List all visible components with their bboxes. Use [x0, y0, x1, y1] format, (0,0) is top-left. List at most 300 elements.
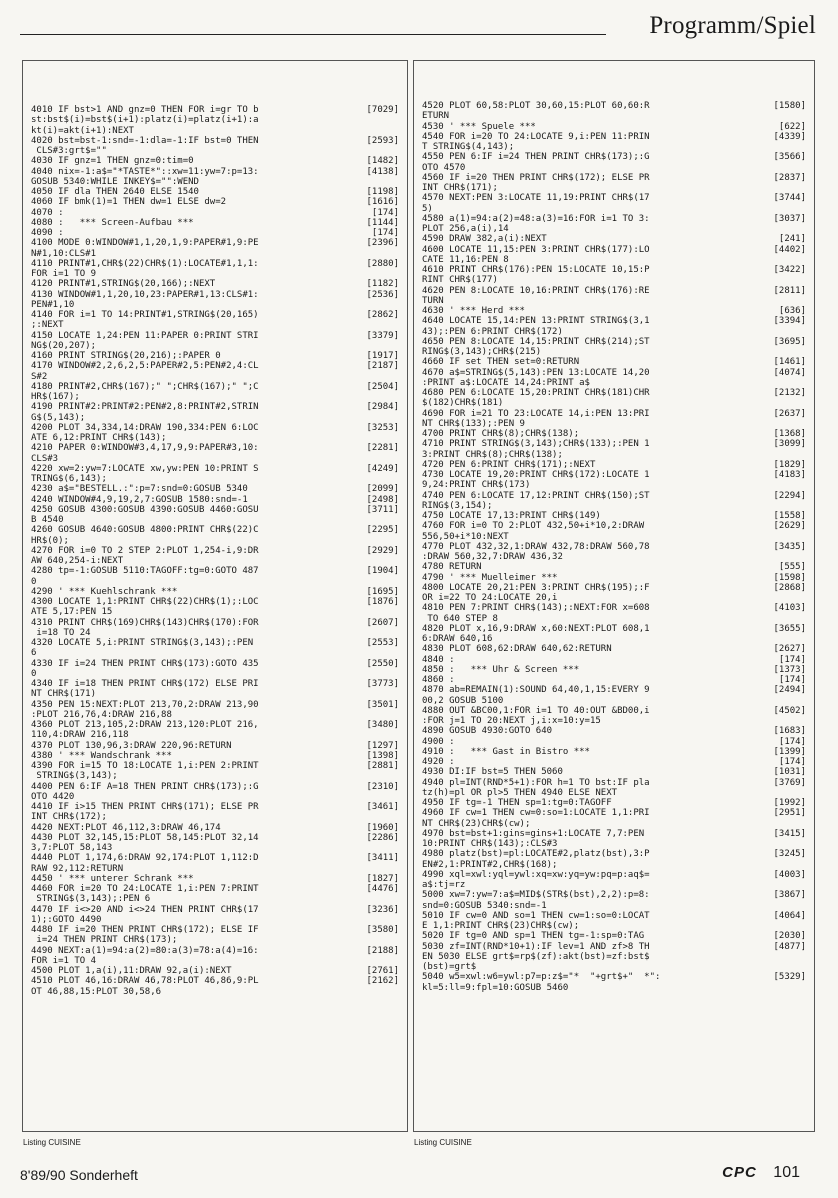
- code-text: 3:PRINT CHR$(8);CHR$(138);: [422, 449, 563, 460]
- code-text: PLOT 256,a(i),14: [422, 224, 509, 234]
- code-text: 4940 pl=INT(RND*5+1):FOR h=1 TO bst:IF pla: [422, 777, 650, 788]
- checksum: [3711]: [366, 504, 399, 515]
- code-text: 4330 IF i=24 THEN PRINT CHR$(173):GOTO 435: [31, 658, 259, 669]
- code-text: 4010 IF bst>1 AND gnz=0 THEN FOR i=gr TO b: [31, 105, 259, 115]
- checksum: [2951]: [773, 808, 806, 819]
- code-text: 4360 PLOT 213,105,2:DRAW 213,120:PLOT 216,: [31, 720, 259, 730]
- code-text: 4780 RETURN: [422, 562, 482, 573]
- code-text: 4440 PLOT 1,174,6:DRAW 92,174:PLOT 1,112:D: [31, 853, 259, 864]
- checksum: [3655]: [773, 623, 806, 634]
- checksum: [4183]: [773, 470, 806, 480]
- code-line: [31, 136, 399, 146]
- code-text: 6:DRAW 640,16: [422, 634, 493, 644]
- code-line: [31, 751, 399, 761]
- code-text: 4900 :: [422, 736, 455, 747]
- code-text: 9,24:PRINT CHR$(173): [422, 480, 531, 491]
- code-line: [31, 146, 399, 156]
- code-line: [422, 306, 806, 316]
- code-line: [31, 382, 399, 392]
- checksum: [3245]: [773, 849, 806, 860]
- code-line: [31, 956, 399, 966]
- checksum: [1461]: [773, 357, 806, 368]
- code-text: 43);:PEN 6:PRINT CHR$(172): [422, 326, 563, 337]
- code-line: [422, 439, 806, 449]
- code-line: [422, 839, 806, 849]
- cpc-logo: CPC: [722, 1164, 757, 1181]
- code-line: [31, 351, 399, 361]
- code-line: [422, 224, 806, 234]
- code-line: [422, 870, 806, 880]
- checksum: [2498]: [366, 494, 399, 505]
- code-text: 5030 zf=INT(RND*10+1):IF lev=1 AND zf>8 TH: [422, 941, 650, 952]
- code-text: 4140 FOR i=1 TO 14:PRINT#1,STRING$(20,165): [31, 310, 259, 320]
- code-text: 4720 PEN 6:PRINT CHR$(171);:NEXT: [422, 459, 596, 470]
- code-line: [422, 163, 806, 173]
- code-text: 4530 ' *** Spuele ***: [422, 121, 536, 132]
- checksum: [3773]: [366, 679, 399, 689]
- code-line: [31, 341, 399, 351]
- code-text: B 4540: [31, 515, 64, 525]
- checksum: [1695]: [366, 586, 399, 597]
- code-text: 4090 :: [31, 228, 64, 238]
- code-line: [31, 464, 399, 474]
- code-line: [422, 275, 806, 285]
- code-line: [422, 193, 806, 203]
- code-line: [31, 864, 399, 874]
- code-line: [31, 638, 399, 648]
- code-line: [422, 952, 806, 962]
- code-text: ;:NEXT: [31, 320, 64, 331]
- code-text: 4460 FOR i=20 TO 24:LOCATE 1,i:PEN 7:PRINT: [31, 884, 259, 894]
- code-line: [422, 357, 806, 367]
- code-text: S#2: [31, 371, 48, 382]
- code-text: 4860 :: [422, 675, 455, 685]
- checksum: [174]: [778, 757, 806, 767]
- code-text: HR$(0);: [31, 535, 69, 546]
- code-line: [31, 689, 399, 699]
- code-text: 4070 :: [31, 207, 64, 218]
- code-line: [422, 798, 806, 808]
- checksum: [4103]: [773, 603, 806, 614]
- checksum: [2868]: [773, 582, 806, 593]
- code-line: [422, 111, 806, 121]
- page-footer: [722, 1164, 800, 1182]
- checksum: [3415]: [773, 828, 806, 839]
- code-text: 4680 PEN 6:LOCATE 15,20:PRINT CHR$(181)CHR: [422, 388, 650, 398]
- checksum: [3566]: [773, 152, 806, 163]
- checksum: [4339]: [773, 131, 806, 142]
- code-text: 4960 IF cw=1 THEN cw=0:so=1:LOCATE 1,1:PRI: [422, 808, 650, 819]
- code-text: STRING$(3,143);:PEN 6: [31, 894, 151, 905]
- code-line: [31, 218, 399, 228]
- code-text: 4810 PEN 7:PRINT CHR$(143);:NEXT:FOR x=608: [422, 603, 650, 614]
- code-line: [31, 126, 399, 136]
- code-line: [422, 183, 806, 193]
- code-text: ETURN: [422, 111, 450, 122]
- code-text: 4230 a$="BESTELL.:":p=7:snd=0:GOSUB 5340: [31, 484, 248, 495]
- code-text: RING$(3,154);: [422, 500, 493, 511]
- code-text: 4910 : *** Gast in Bistro ***: [422, 746, 590, 757]
- checksum: [1398]: [366, 750, 399, 761]
- checksum: [1399]: [773, 746, 806, 757]
- checksum: [3769]: [773, 777, 806, 788]
- code-text: E 1,1:PRINT CHR$(23)CHR$(cw);: [422, 921, 580, 931]
- checksum: [1580]: [773, 101, 806, 111]
- code-line: [31, 197, 399, 207]
- checksum: [1683]: [773, 726, 806, 737]
- code-text: 5): [422, 203, 433, 214]
- code-text: T STRING$(4,143);: [422, 142, 515, 152]
- code-text: i=24 THEN PRINT CHR$(173);: [31, 935, 178, 946]
- code-line: [422, 655, 806, 665]
- checksum: [1368]: [773, 429, 806, 439]
- code-line: [422, 685, 806, 695]
- checksum: [2550]: [366, 658, 399, 669]
- code-text: 4850 : *** Uhr & Screen ***: [422, 664, 580, 675]
- code-text: 4570 NEXT:PEN 3:LOCATE 11,19:PRINT CHR$(17: [422, 193, 650, 204]
- code-text: 4310 PRINT CHR$(169)CHR$(143)CHR$(170):FOR: [31, 617, 259, 628]
- code-line: [422, 931, 806, 941]
- code-text: CLS#3: [31, 453, 59, 464]
- code-line: [31, 525, 399, 535]
- code-line: [422, 234, 806, 244]
- code-line: [422, 316, 806, 326]
- code-text: 4650 PEN 8:LOCATE 14,15:PRINT CHR$(214);ST: [422, 336, 650, 347]
- code-text: 4800 LOCATE 20,21:PEN 3:PRINT CHR$(195);:F: [422, 582, 650, 593]
- code-line: [422, 368, 806, 378]
- code-line: [422, 890, 806, 900]
- code-text: PEN#1,10: [31, 299, 75, 310]
- code-text: 4580 a(1)=94:a(2)=48:a(3)=16:FOR i=1 TO 3:: [422, 213, 650, 224]
- code-text: 4420 NEXT:PLOT 46,112,3:DRAW 46,174: [31, 822, 221, 833]
- code-line: [31, 720, 399, 730]
- code-line: [31, 515, 399, 525]
- code-line: [31, 710, 399, 720]
- checksum: [2837]: [773, 172, 806, 183]
- code-text: 4970 bst=bst+1:gins=gins+1:LOCATE 7,7:PEN: [422, 828, 645, 839]
- code-line: [31, 443, 399, 453]
- code-text: 4840 :: [422, 654, 455, 665]
- checksum: [2030]: [773, 931, 806, 942]
- checksum: [2881]: [366, 761, 399, 771]
- code-text: 4100 MODE 0:WINDOW#1,1,20,1,9:PAPER#1,9:PE: [31, 238, 259, 249]
- code-text: AW 640,254-i:NEXT: [31, 556, 124, 566]
- code-line: [422, 204, 806, 214]
- code-text: CLS#3:grt$="": [31, 146, 107, 156]
- code-line: [31, 905, 399, 915]
- checksum: [3037]: [773, 213, 806, 224]
- checksum: [174]: [778, 654, 806, 665]
- code-text: RINT CHR$(177): [422, 275, 498, 286]
- code-text: RING$(3,143);CHR$(215): [422, 347, 542, 357]
- code-line: [422, 470, 806, 480]
- code-text: 4130 WINDOW#1,1,20,10,23:PAPER#1,13:CLS#1:: [31, 289, 259, 300]
- code-text: 4630 ' *** Herd ***: [422, 306, 525, 316]
- code-text: 0: [31, 576, 37, 587]
- code-line: [422, 880, 806, 890]
- code-text: OTO 4420: [31, 791, 75, 802]
- code-text: 4980 platz(bst)=pl:LOCATE#2,platz(bst),3:P: [422, 849, 650, 860]
- code-text: 4050 IF dla THEN 2640 ELSE 1540: [31, 187, 199, 197]
- checksum: [3480]: [366, 720, 399, 730]
- code-line: [31, 802, 399, 812]
- code-text: 4210 PAPER 0:WINDOW#3,4,17,9,9:PAPER#3,10:: [31, 443, 259, 454]
- checksum: [1960]: [366, 822, 399, 833]
- code-text: 4320 LOCATE 5,i:PRINT STRING$(3,143);:PEN: [31, 638, 254, 648]
- page-header: [20, 10, 816, 42]
- code-text: STRING$(3,143);: [31, 771, 118, 782]
- code-text: :FOR j=1 TO 20:NEXT j,i:x=10:y=15: [422, 716, 601, 726]
- code-line: [31, 290, 399, 300]
- checksum: [3379]: [366, 330, 399, 341]
- code-line: [31, 823, 399, 833]
- code-text: 10:PRINT CHR$(143);:CLS#3: [422, 839, 558, 849]
- code-text: 4020 bst=bst-1:snd=-1:dla=-1:IF bst=0 THEN: [31, 135, 259, 146]
- code-text: 4430 PLOT 32,145,15:PLOT 58,145:PLOT 32,14: [31, 832, 259, 843]
- code-text: TURN: [422, 295, 444, 306]
- checksum: [1829]: [773, 459, 806, 470]
- code-line: [31, 392, 399, 402]
- code-line: [31, 505, 399, 515]
- code-text: 4760 FOR i=0 TO 2:PLOT 432,50+i*10,2:DRAW: [422, 521, 645, 532]
- code-line: [31, 618, 399, 628]
- checksum: [636]: [778, 306, 806, 316]
- checksum: [2637]: [773, 408, 806, 419]
- code-line: [422, 757, 806, 767]
- code-line: [31, 279, 399, 289]
- code-text: 4350 PEN 15:NEXT:PLOT 213,70,2:DRAW 213,90: [31, 699, 259, 710]
- checksum: [1616]: [366, 197, 399, 208]
- checksum: [2187]: [366, 361, 399, 372]
- code-line: [422, 562, 806, 572]
- code-text: (bst)=grt$: [422, 962, 477, 972]
- code-line: [31, 792, 399, 802]
- code-line: [31, 269, 399, 279]
- code-line: [31, 495, 399, 505]
- code-line: [31, 833, 399, 843]
- checksum: [1904]: [366, 566, 399, 577]
- checksum: [3501]: [366, 699, 399, 710]
- code-text: 4110 PRINT#1,CHR$(22)CHR$(1):LOCATE#1,1,1:: [31, 258, 259, 269]
- code-text: 4340 IF i=18 THEN PRINT CHR$(172) ELSE PRI: [31, 679, 259, 689]
- code-text: 4040 nix=-1:a$="*TASTE*"::xw=11:yw=7:p=13:: [31, 166, 259, 177]
- code-text: 4790 ' *** Muelleimer ***: [422, 572, 558, 583]
- checksum: [2286]: [366, 832, 399, 843]
- code-text: 4520 PLOT 60,58:PLOT 30,60,15:PLOT 60,60:R: [422, 101, 650, 111]
- checksum: [3253]: [366, 422, 399, 433]
- code-line: [422, 603, 806, 613]
- code-text: OTO 4570: [422, 162, 466, 173]
- code-text: 4890 GOSUB 4930:GOTO 640: [422, 726, 553, 737]
- code-text: 4560 IF i=20 THEN PRINT CHR$(172); ELSE PR: [422, 172, 650, 183]
- code-text: 4590 DRAW 382,a(i):NEXT: [422, 234, 547, 245]
- code-line: [31, 669, 399, 679]
- code-text: 4740 PEN 6:LOCATE 17,12:PRINT CHR$(150);ST: [422, 490, 650, 501]
- checksum: [1558]: [773, 511, 806, 521]
- code-line: [422, 706, 806, 716]
- code-line: [422, 962, 806, 972]
- code-text: TRING$(6,143);: [31, 474, 107, 484]
- code-line: [422, 521, 806, 531]
- listing-column-right: [413, 60, 815, 1147]
- code-line: [422, 696, 806, 706]
- code-text: 4280 tp=-1:GOSUB 5110:TAGOFF:tg=0:GOTO 487: [31, 566, 259, 577]
- code-line: [31, 433, 399, 443]
- code-line: [31, 361, 399, 371]
- code-text: EN 5030 ELSE grt$=rp$(zf):akt(bst)=zf:bst$: [422, 951, 650, 962]
- code-text: 4200 PLOT 34,334,14:DRAW 190,334:PEN 6:LOC: [31, 422, 259, 433]
- code-line: [422, 942, 806, 952]
- code-text: 4920 :: [422, 757, 455, 767]
- code-line: [422, 347, 806, 357]
- listing-column-left: [22, 60, 408, 1147]
- code-text: N#1,10:CLS#1: [31, 248, 97, 259]
- code-line: [422, 819, 806, 829]
- code-line: [422, 450, 806, 460]
- code-line: [422, 491, 806, 501]
- code-line: [422, 378, 806, 388]
- checksum: [3435]: [773, 541, 806, 552]
- code-line: [422, 808, 806, 818]
- code-text: NT CHR$(23)CHR$(cw);: [422, 818, 531, 829]
- code-line: [422, 583, 806, 593]
- code-text: 4610 PRINT CHR$(176):PEN 15:LOCATE 10,15:P: [422, 265, 650, 275]
- checksum: [4249]: [366, 463, 399, 474]
- code-line: [31, 874, 399, 884]
- code-text: 4180 PRINT#2,CHR$(167);" ";CHR$(167);" ";C: [31, 381, 259, 392]
- checksum: [2811]: [773, 285, 806, 296]
- code-line: [422, 552, 806, 562]
- checksum: [1297]: [366, 740, 399, 751]
- code-line: [31, 782, 399, 792]
- code-line: [31, 853, 399, 863]
- code-line: [31, 331, 399, 341]
- code-line: [422, 142, 806, 152]
- checksum: [2593]: [366, 135, 399, 146]
- code-line: [31, 320, 399, 330]
- code-line: [31, 115, 399, 125]
- code-text: 4950 IF tg=-1 THEN sp=1:tg=0:TAGOFF: [422, 798, 612, 808]
- code-line: [31, 966, 399, 976]
- checksum: [4877]: [773, 941, 806, 952]
- checksum: [3394]: [773, 316, 806, 327]
- code-text: 5040 w5=xwl:w6=ywl:p7=p:z$="* "+grt$+" *":: [422, 972, 661, 983]
- code-line: [422, 593, 806, 603]
- code-line: [422, 911, 806, 921]
- checksum: [2494]: [773, 685, 806, 696]
- code-text: 4450 ' *** unterer Schrank ***: [31, 873, 194, 884]
- code-text: RAW 92,112:RETURN: [31, 863, 124, 874]
- code-text: INT CHR$(172);: [31, 812, 107, 823]
- checksum: [3422]: [773, 265, 806, 275]
- code-line: [31, 556, 399, 566]
- checksum: [1144]: [366, 217, 399, 228]
- checksum: [2536]: [366, 289, 399, 300]
- checksum: [2310]: [366, 781, 399, 792]
- code-line: [422, 327, 806, 337]
- checksum: [2627]: [773, 644, 806, 655]
- checksum: [1876]: [366, 597, 399, 607]
- header-rule: [20, 34, 606, 35]
- checksum: [174]: [778, 736, 806, 747]
- code-line: [422, 747, 806, 757]
- code-line: [31, 761, 399, 771]
- code-text: 4160 PRINT STRING$(20,216);:PAPER 0: [31, 351, 221, 361]
- code-line: [31, 402, 399, 412]
- checksum: [1992]: [773, 798, 806, 808]
- checksum: [1373]: [773, 664, 806, 675]
- code-line: [31, 812, 399, 822]
- code-line: [422, 849, 806, 859]
- code-text: ATE 6,12:PRINT CHR$(143);: [31, 433, 167, 443]
- code-text: 4600 LOCATE 11,15:PEN 3:PRINT CHR$(177):LO: [422, 244, 650, 255]
- checksum: [4003]: [773, 869, 806, 880]
- code-line: [422, 983, 806, 993]
- checksum: [2862]: [366, 310, 399, 320]
- checksum: [2984]: [366, 402, 399, 413]
- code-text: 4500 PLOT 1,a(i),11:DRAW 92,a(i):NEXT: [31, 966, 232, 976]
- code-line: [31, 484, 399, 494]
- code-text: 4870 ab=REMAIN(1):SOUND 64,40,1,15:EVERY 9: [422, 685, 650, 696]
- checksum: [174]: [371, 207, 399, 218]
- code-text: 4930 DI:IF bst=5 THEN 5060: [422, 767, 563, 778]
- code-text: 1);:GOTO 4490: [31, 914, 102, 925]
- code-line: [31, 915, 399, 925]
- code-line: [31, 577, 399, 587]
- code-line: [422, 245, 806, 255]
- section-title: Programm/Spiel: [649, 12, 816, 39]
- checksum: [2553]: [366, 638, 399, 648]
- code-line: [31, 177, 399, 187]
- listing-caption-left: Listing CUISINE: [23, 1138, 81, 1147]
- code-text: NG$(20,207);: [31, 340, 97, 351]
- checksum: [3099]: [773, 439, 806, 450]
- checksum: [2162]: [366, 976, 399, 987]
- code-line: [422, 501, 806, 511]
- code-text: 4060 IF bmk(1)=1 THEN dw=1 ELSE dw=2: [31, 197, 227, 208]
- checksum: [2188]: [366, 945, 399, 956]
- checksum: [4064]: [773, 910, 806, 921]
- code-text: 4620 PEN 8:LOCATE 10,16:PRINT CHR$(176):RE: [422, 285, 650, 296]
- checksum: [7029]: [366, 105, 399, 115]
- code-line: [422, 173, 806, 183]
- code-line: [422, 921, 806, 931]
- code-line: [422, 101, 806, 111]
- code-line: [422, 737, 806, 747]
- code-line: [422, 675, 806, 685]
- code-line: [422, 337, 806, 347]
- code-line: [422, 829, 806, 839]
- code-line: [422, 409, 806, 419]
- code-listing-left: [31, 105, 399, 997]
- code-line: [422, 511, 806, 521]
- code-text: i=18 TO 24: [31, 627, 91, 638]
- code-line: [422, 860, 806, 870]
- code-line: [31, 771, 399, 781]
- code-line: [422, 972, 806, 982]
- code-line: [31, 987, 399, 997]
- code-text: 4470 IF i<>20 AND i<>24 THEN PRINT CHR$(17: [31, 904, 259, 915]
- code-line: [422, 296, 806, 306]
- code-text: TO 640 STEP 8: [422, 613, 498, 624]
- code-line: [422, 778, 806, 788]
- code-text: st:bst$(i)=bst$(i+1):platz(i)=platz(i+1):a: [31, 115, 259, 126]
- code-line: [31, 228, 399, 238]
- code-line: [31, 730, 399, 740]
- code-line: [422, 901, 806, 911]
- code-text: NT CHR$(133);:PEN 9: [422, 418, 525, 429]
- code-text: 4410 IF i>15 THEN PRINT CHR$(171); ELSE PR: [31, 802, 259, 812]
